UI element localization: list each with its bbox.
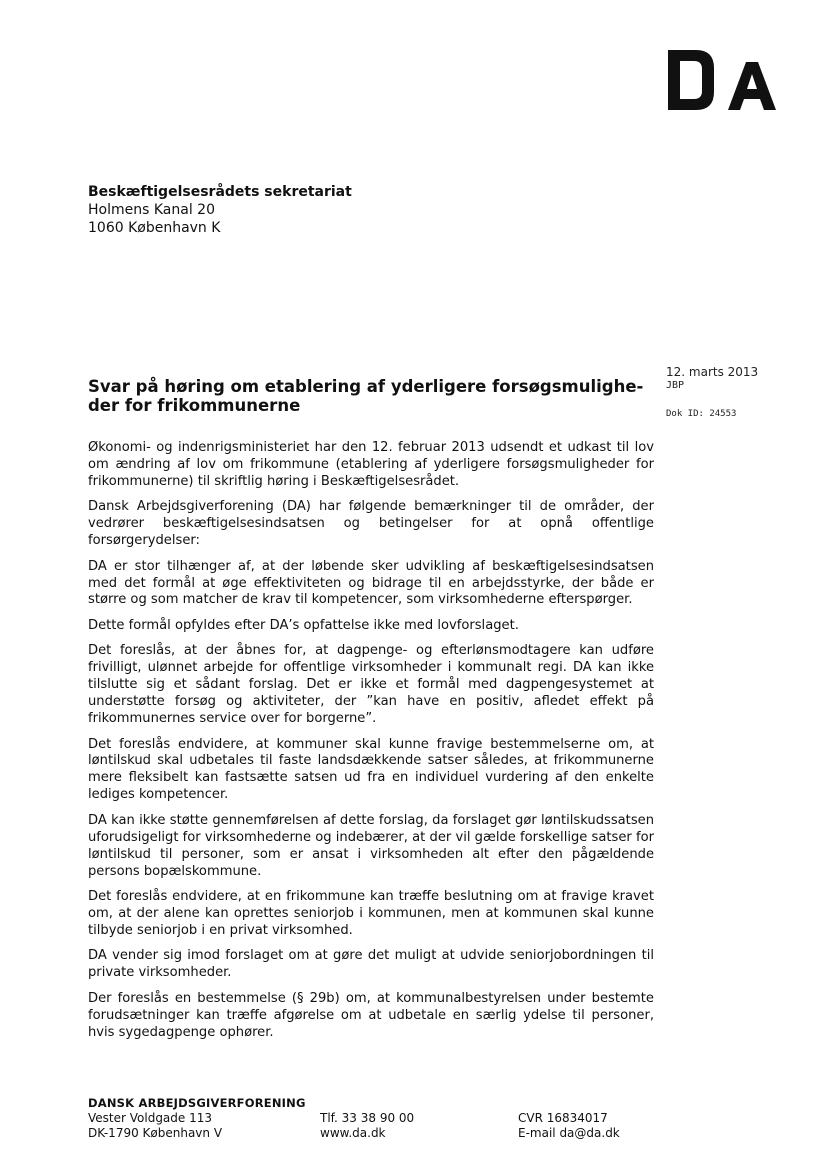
letter-footer — [88, 1096, 648, 1141]
recipient-address — [88, 183, 352, 237]
body-paragraph: Det foreslås, at der åbnes for, at dagpenge- og efterlønsmodtagere kan udføre frivilligt, ulønnet arbejde for offentlige virksomheder i kommunalt regi. DA kan ikke tilslutte sig et sådant forslag. Det er ikke et formål med dagpengesystemet at understøtte forsøg og aktiviteter, der ”kan have en positiv, afledet effekt på frikommunernes service over for borgerne”. — [88, 643, 654, 727]
footer-org-name: DANSK ARBEJDSGIVERFORENING — [88, 1096, 306, 1110]
footer-cvr: CVR 16834017 — [518, 1111, 608, 1125]
da-logo — [666, 48, 784, 114]
footer-email-link[interactable]: E-mail da@da.dk — [518, 1126, 620, 1140]
recipient-org: Beskæftigelsesrådets sekretariat — [88, 184, 352, 200]
body-paragraph: Det foreslås endvidere, at en frikommune kan træffe beslutning om at fravige kravet om, at der alene kan oprettes seniorjob i kommunen, men at kommunen skal kunne tilbyde seniorjob i en privat virksomhed. — [88, 889, 654, 938]
body-paragraph: Dette formål opfyldes efter DA’s opfattelse ikke med lovforslaget. — [88, 617, 519, 633]
body-paragraph: Der foreslås en bestemmelse (§ 29b) om, at kommunalbestyrelsen under bestemte forudsætninger kan træffe afgørelse om at udbetale en særlig ydelse til personer, hvis sygedagpenge ophører. — [88, 990, 654, 1040]
body-paragraph: DA kan ikke støtte gennemførelsen af dette forslag, da forslaget gør løntilskudssatsen uforudsigeligt for virksomhederne og indebærer, at der vil gælde forskellige satser for løntilskud til personer, som er ansat i virksomheden alt efter den pågældende persons bopælskommune. — [88, 812, 654, 879]
letter-initials: JBP — [666, 380, 685, 391]
body-paragraph: Det foreslås endvidere, at kommuner skal kunne fravige bestemmelserne om, at løntilskud skal udbetales til faste landsdækkende satser således, at frikommunerne mere fleksibelt kan fastsætte satsen ud fra en individuel vurdering af den enkelte lediges kompetencer. — [88, 736, 654, 803]
body-paragraph: DA er stor tilhænger af, at der løbende sker udvikling af beskæftigelsesindsatsen med det formål at øge effektiviteten og bidrage til en arbejdsstyrke, der både er større og som matcher de krav til kompetencer, som virksomhederne efterspørger. — [88, 558, 654, 608]
letter-body — [88, 440, 654, 1050]
body-paragraph: DA vender sig imod forslaget om at gøre det muligt at udvide seniorjobordningen til private virksomheder. — [88, 948, 654, 981]
body-paragraph: Økonomi- og indenrigsministeriet har den 12. februar 2013 udsendt et udkast til lov om ændring af lov om frikommune (etablering af yderligere forsøgsmuligheder for frikommunerne) til skriftlig høring i Beskæftigelsesrådet. — [88, 440, 654, 489]
footer-street: Vester Voldgade 113 — [88, 1111, 213, 1125]
letter-date: 12. marts 2013 — [666, 365, 759, 379]
doc-id: Dok ID: 24553 — [666, 409, 737, 419]
title-line-2: der for frikommunerne — [88, 396, 301, 415]
footer-web-link[interactable]: www.da.dk — [320, 1126, 386, 1140]
recipient-street: Holmens Kanal 20 — [88, 202, 215, 218]
title-line-1: Svar på høring om etablering af yderligere forsøgsmulighe- — [88, 377, 644, 396]
footer-city: DK-1790 København V — [88, 1126, 223, 1140]
recipient-city: 1060 København K — [88, 220, 221, 236]
body-paragraph: Dansk Arbejdsgiverforening (DA) har følgende bemærkninger til de områder, der vedrører beskæftigelsesindsatsen og betingelser for at opnå offentlige forsørgerydelser: — [88, 499, 654, 549]
letter-title — [88, 377, 648, 415]
footer-phone: Tlf. 33 38 90 00 — [320, 1111, 415, 1125]
letter-meta — [666, 365, 758, 421]
